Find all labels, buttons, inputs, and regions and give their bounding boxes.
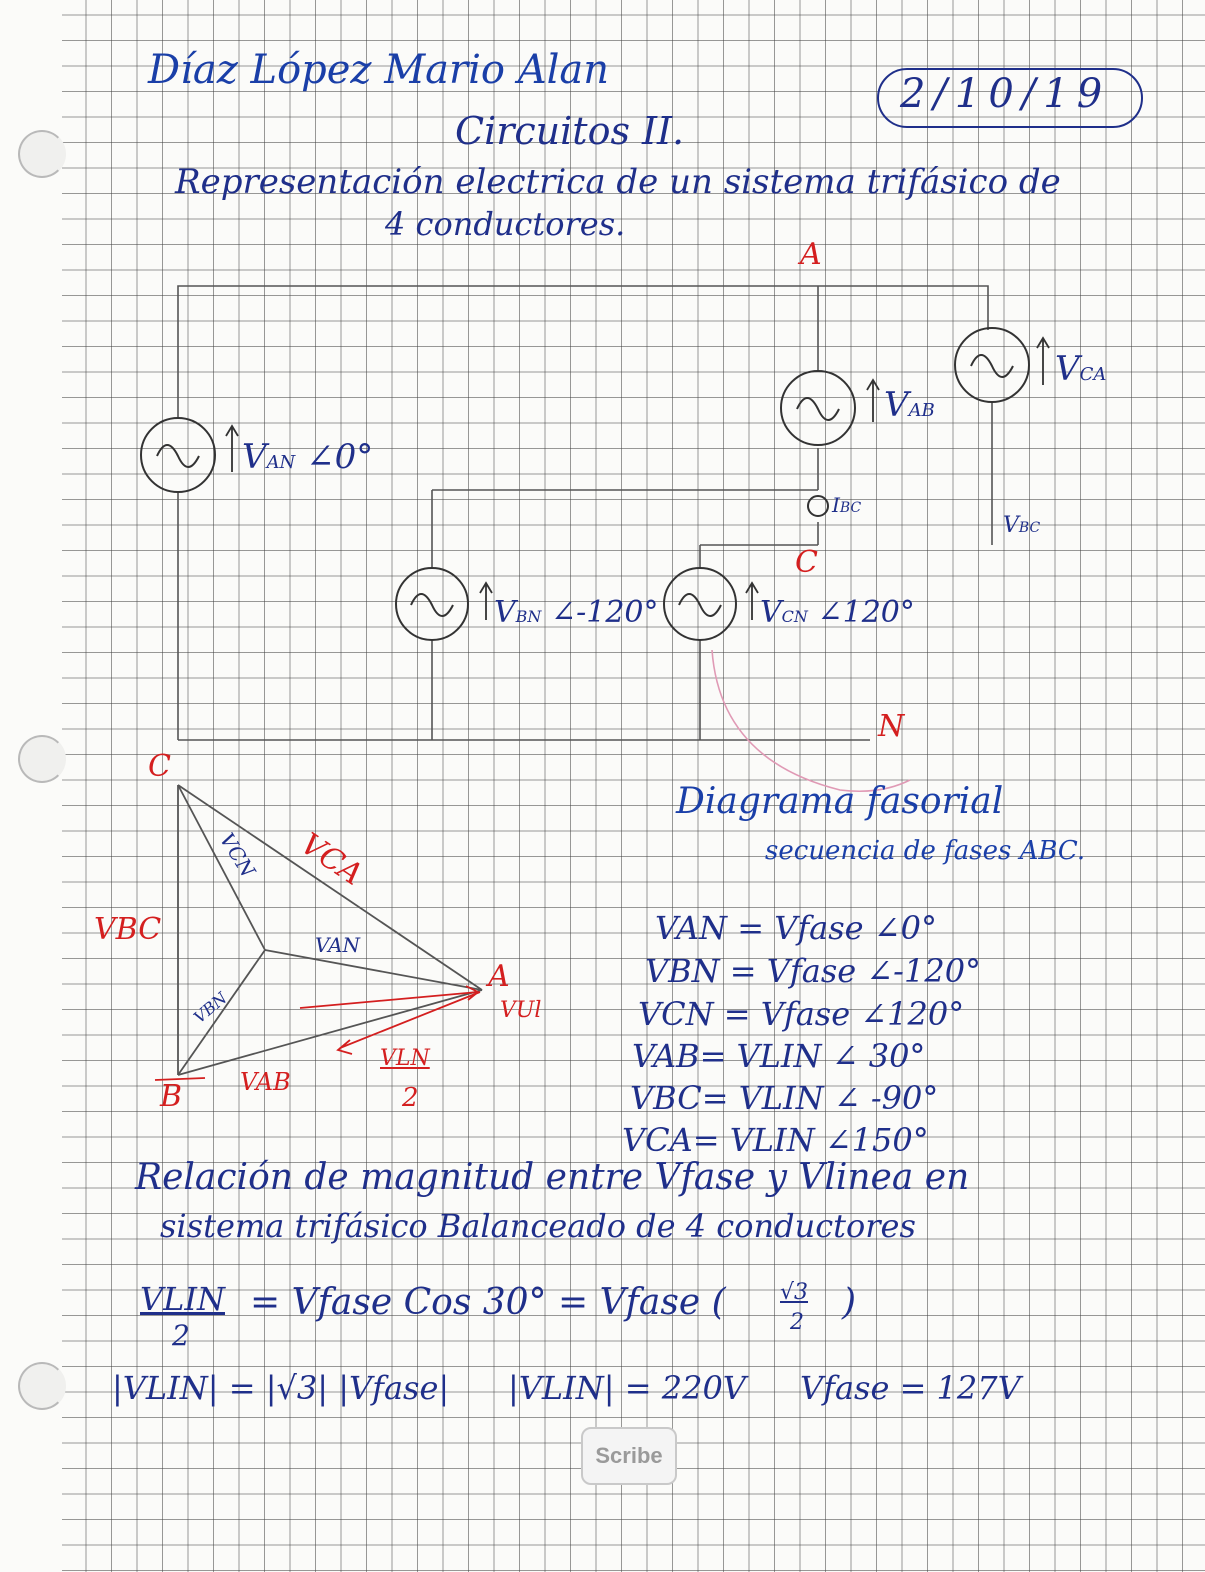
date: 2/10/19 [900,71,1111,117]
label-vbn: VBN ∠-120° [494,595,659,630]
label-vcn: VCN ∠120° [760,595,915,630]
phasor-label-vln-num: VLN [380,1046,430,1071]
page-margin [0,0,62,1572]
relation-line2: sistema trifásico Balanceado de 4 conductores [160,1207,916,1245]
phasor-label-vul: VUl [500,998,542,1023]
equation-vab: VAB= VLIN ∠ 30° [632,1037,926,1075]
page-title-line1: Representación electrica de un sistema trifásico de [175,162,1061,202]
scribe-watermark: Scribe [581,1427,677,1485]
formula-sqrt-den: 2 [790,1310,804,1335]
result-magnitude: |VLIN| = |√3| |Vfase| [112,1369,450,1407]
node-n-label: N [878,709,905,744]
formula-close-paren: ) [842,1282,857,1323]
page-title-line2: 4 conductores. [385,205,626,243]
phasor-label-b: B [160,1079,183,1114]
binder-hole-middle [18,735,66,783]
phasor-label-vca: VCA [294,826,369,893]
equation-vcn: VCN = Vfase ∠120° [638,995,965,1033]
phasor-label-c: C [148,749,171,784]
course-title: Circuitos II. [455,109,685,153]
phasor-label-vbc: VBC [94,912,162,947]
formula-fraction-num: VLIN [140,1280,225,1318]
phasor-label-vab: VAB [240,1068,291,1096]
phasor-label-vln-den: 2 [402,1083,419,1113]
phasor-label-vbn: VBN [189,988,231,1027]
label-vca: VCA [1055,349,1107,389]
equation-vca: VCA= VLIN ∠150° [622,1121,929,1159]
phasor-label-a: A [488,959,510,994]
node-a-label: A [800,237,822,272]
label-vbc: VBC [1003,513,1041,538]
formula-fraction-den: 2 [172,1319,190,1352]
author-name: Díaz López Mario Alan [148,47,610,93]
diagram-subtitle: secuencia de fases ABC. [765,836,1086,866]
binder-hole-bottom [18,1362,66,1410]
result-phase-voltage: Vfase = 127V [800,1369,1021,1407]
relation-line1: Relación de magnitud entre Vfase y Vlinea en [135,1157,970,1198]
label-van: VAN ∠0° [242,437,374,477]
diagram-title: Diagrama fasorial [676,781,1004,822]
formula-sqrt-num: √3 [780,1280,809,1305]
label-ibc: IBC [832,493,862,517]
phasor-label-van: VAN [315,933,361,957]
binder-hole-top [18,130,66,178]
label-vab: VAB [884,385,935,425]
equation-vbc: VBC= VLIN ∠ -90° [630,1079,939,1117]
equation-van: VAN = Vfase ∠0° [655,909,937,947]
phasor-label-vcn: VCN [214,828,261,882]
node-c-label: C [795,545,818,580]
formula-rhs: = Vfase Cos 30° = Vfase ( [250,1282,726,1323]
result-line-voltage: |VLIN| = 220V [508,1369,746,1407]
equation-vbn: VBN = Vfase ∠-120° [645,952,982,990]
